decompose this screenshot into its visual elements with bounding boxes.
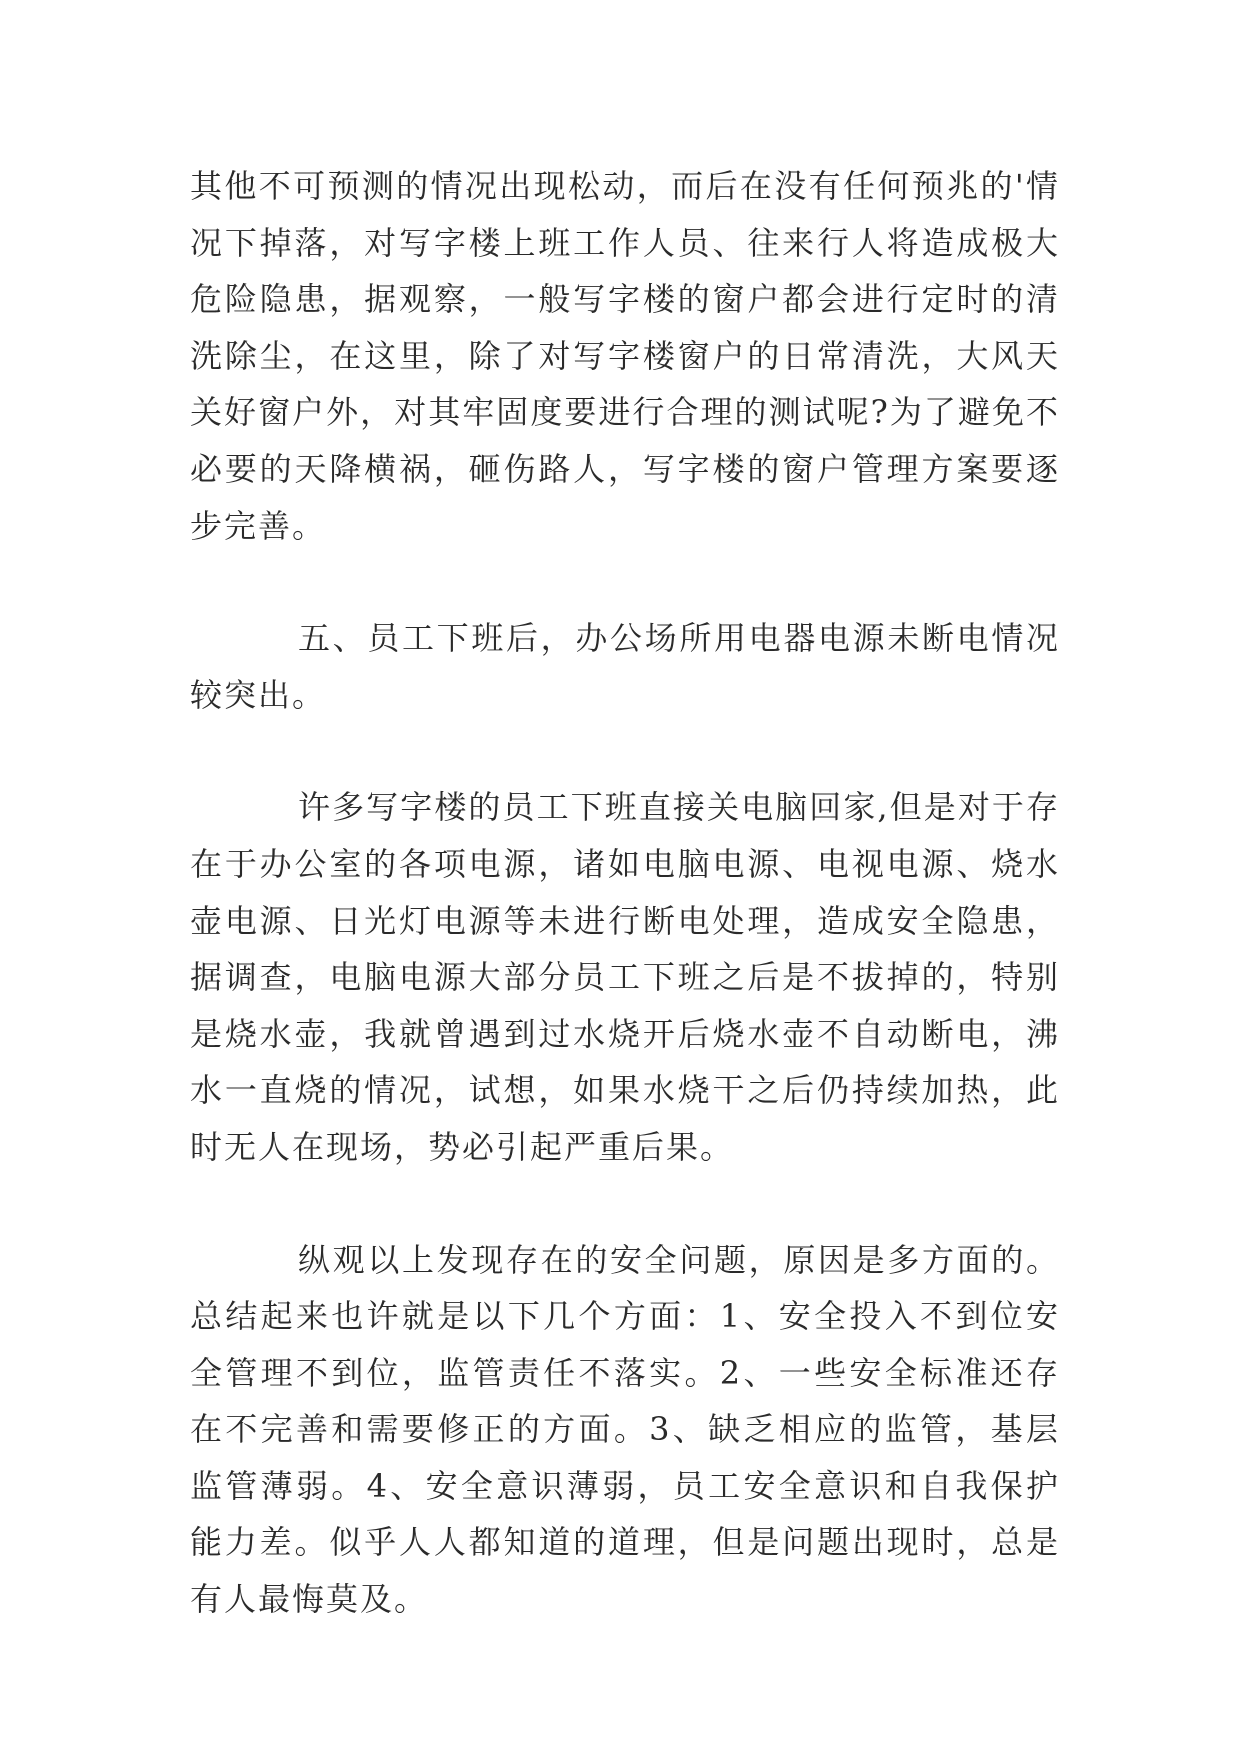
paragraph-power-safety: 许多写字楼的员工下班直接关电脑回家,但是对于存在于办公室的各项电源，诸如电脑电源、电视电源、烧水壶电源、日光灯电源等未进行断电处理，造成安全隐患，据调查，电脑电源大部分员工下班之后是不拔掉的，特别是烧水壶，我就曾遇到过水烧开后烧水壶不自动断电，沸水一直烧的情况，试想，如果水烧干之后仍持续加热，此时无人在现场，势必引起严重后果。 [190, 788, 1060, 1166]
paragraph-continuation: 其他不可预测的情况出现松动，而后在没有任何预兆的'情况下掉落，对写字楼上班工作人员、往来行人将造成极大危险隐患，据观察，一般写字楼的窗户都会进行定时的清洗除尘，在这里，除了对写字楼窗户的日常清洗，大风天关好窗户外，对其牢固度要进行合理的测试呢?为了避免不必要的天降横祸，砸伤路人，写字楼的窗户管理方案要逐步完善。 [190, 167, 1060, 545]
paragraph-section-heading: 五、员工下班后，办公场所用电器电源未断电情况较突出。 [190, 619, 1060, 714]
document-body [190, 158, 1060, 1628]
paragraph-summary: 纵观以上发现存在的安全问题，原因是多方面的。总结起来也许就是以下几个方面：1、安全投入不到位安全管理不到位，监管责任不落实。2、一些安全标准还存在不完善和需要修正的方面。3、缺乏相应的监管，基层监管薄弱。4、安全意识薄弱，员工安全意识和自我保护能力差。似乎人人都知道的道理，但是问题出现时，总是有人最悔莫及。 [190, 1240, 1060, 1619]
